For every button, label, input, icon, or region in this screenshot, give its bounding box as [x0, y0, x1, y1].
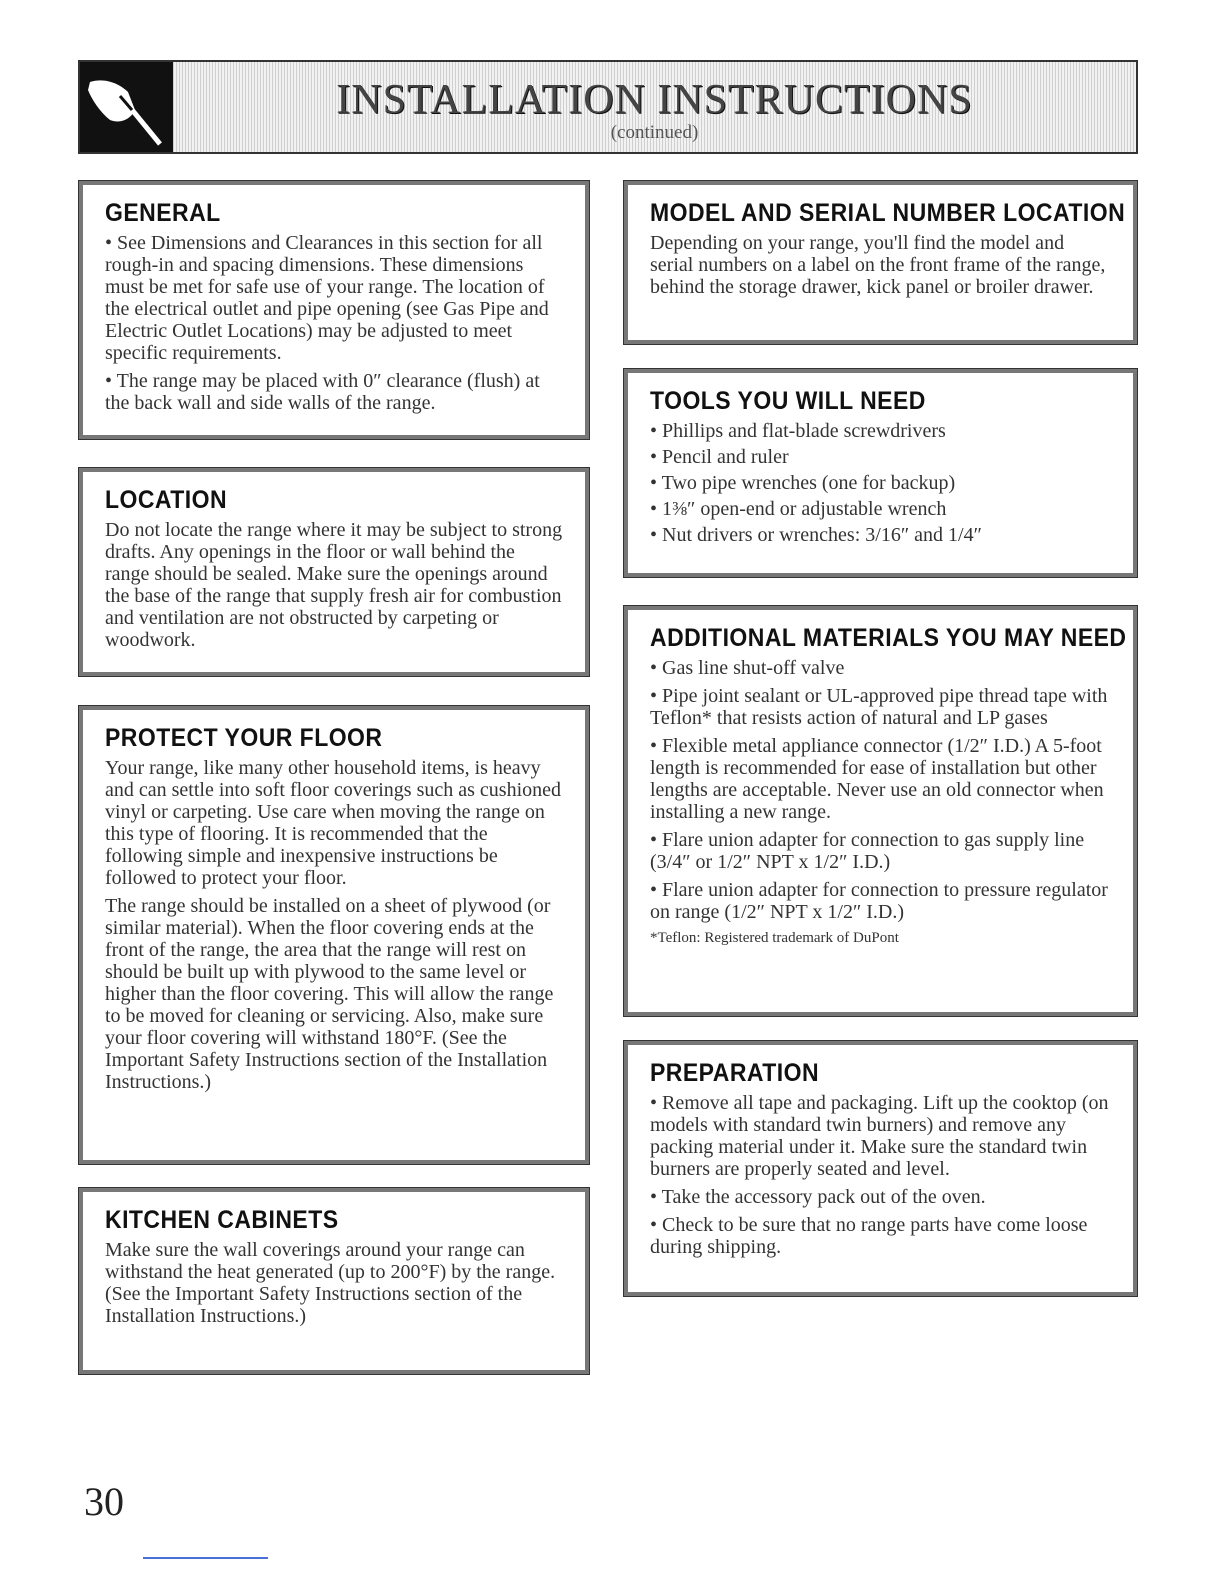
section-heading: LOCATION: [105, 486, 228, 514]
paragraph: • The range may be placed with 0″ clearance (flush) at the back wall and side walls of the range.: [105, 370, 540, 414]
section-model-serial: [623, 180, 1138, 345]
list-item: • Flare union adapter for connection to pressure regulator on range (1/2″ NPT x 1/2″ I.D.): [650, 879, 1108, 923]
list-item: • Pencil and ruler: [650, 446, 789, 468]
section-heading: KITCHEN CABINETS: [105, 1206, 339, 1234]
paragraph: Depending on your range, you'll find the model and serial numbers on a label on the front frame of the range, behind the storage drawer, kick panel or broiler drawer.: [650, 232, 1106, 298]
list-item: • Flexible metal appliance connector (1/2″ I.D.) A 5-foot length is recommended for ease of installation but other lengths are acceptable. Never use an old connector when installing a new range.: [650, 735, 1104, 823]
paragraph: • See Dimensions and Clearances in this section for all rough-in and spacing dimensions. These dimensions must be met for safe use of your range. The location of the electrical outlet and pipe opening (see Gas Pipe and Electric Outlet Locations) may be adjusted to meet specific requirements.: [105, 232, 549, 364]
section-location: [78, 467, 590, 677]
page-title: INSTALLATION INSTRUCTIONS: [336, 77, 973, 123]
footnote: *Teflon: Registered trademark of DuPont: [650, 930, 899, 946]
section-heading: PROTECT YOUR FLOOR: [105, 724, 383, 752]
list-item: • 1⅜″ open-end or adjustable wrench: [650, 498, 947, 520]
section-protect-floor: [78, 705, 590, 1165]
list-item: • Take the accessory pack out of the oven.: [650, 1186, 986, 1208]
section-heading: ADDITIONAL MATERIALS YOU MAY NEED: [650, 624, 1127, 652]
page-subtitle: (continued): [610, 122, 699, 143]
section-preparation: [623, 1040, 1138, 1297]
list-item: • Remove all tape and packaging. Lift up the cooktop (on models with standard twin burners) and remove any packing material under it. Make sure the standard twin burners are properly seated and level.: [650, 1092, 1109, 1180]
header-banner: [78, 60, 1138, 154]
section-kitchen-cabinets: [78, 1187, 590, 1375]
paragraph: Your range, like many other household items, is heavy and can settle into soft floor coverings such as cushioned vinyl or carpeting. Use care when moving the range on this type of flooring. It is recommended that the following simple and inexpensive instructions be followed to protect your floor.: [105, 757, 561, 889]
section-tools: [623, 368, 1138, 578]
section-general: [78, 180, 590, 440]
list-item: • Nut drivers or wrenches: 3/16″ and 1/4″: [650, 524, 982, 546]
section-heading: PREPARATION: [650, 1059, 820, 1087]
hand-with-screwdriver-icon: [80, 62, 173, 152]
section-additional-materials: [623, 605, 1138, 1017]
list-item: • Pipe joint sealant or UL-approved pipe thread tape with Teflon* that resists action of natural and LP gases: [650, 685, 1108, 729]
section-heading: MODEL AND SERIAL NUMBER LOCATION: [650, 199, 1126, 227]
section-heading: GENERAL: [105, 199, 221, 227]
list-item: • Two pipe wrenches (one for backup): [650, 472, 956, 494]
paragraph: The range should be installed on a sheet of plywood (or similar material). When the floor covering ends at the front of the range, the area that the range will rest on should be built up with plywood to the same level or higher than the floor covering. This will allow the range to be moved for cleaning or servicing. Also, make sure your floor covering will withstand 180°F. (See the Important Safety Instructions section of the Installation Instructions.): [105, 895, 554, 1093]
list-item: • Check to be sure that no range parts have come loose during shipping.: [650, 1214, 1088, 1258]
list-item: • Phillips and flat-blade screwdrivers: [650, 420, 946, 442]
section-heading: TOOLS YOU WILL NEED: [650, 387, 926, 415]
paragraph: Do not locate the range where it may be subject to strong drafts. Any openings in the floor or wall behind the range should be sealed. Make sure the openings around the base of the range that supply fresh air for combustion and ventilation are not obstructed by carpeting or woodwork.: [105, 519, 563, 651]
list-item: • Flare union adapter for connection to gas supply line (3/4″ or 1/2″ NPT x 1/2″ I.D.): [650, 829, 1085, 873]
divider-line: [143, 1557, 268, 1559]
page-number: 30: [84, 1479, 124, 1524]
paragraph: Make sure the wall coverings around your range can withstand the heat generated (up to 200°F) by the range. (See the Important Safety Instructions section of the Installation Instructions.): [105, 1239, 556, 1327]
list-item: • Gas line shut-off valve: [650, 657, 845, 679]
